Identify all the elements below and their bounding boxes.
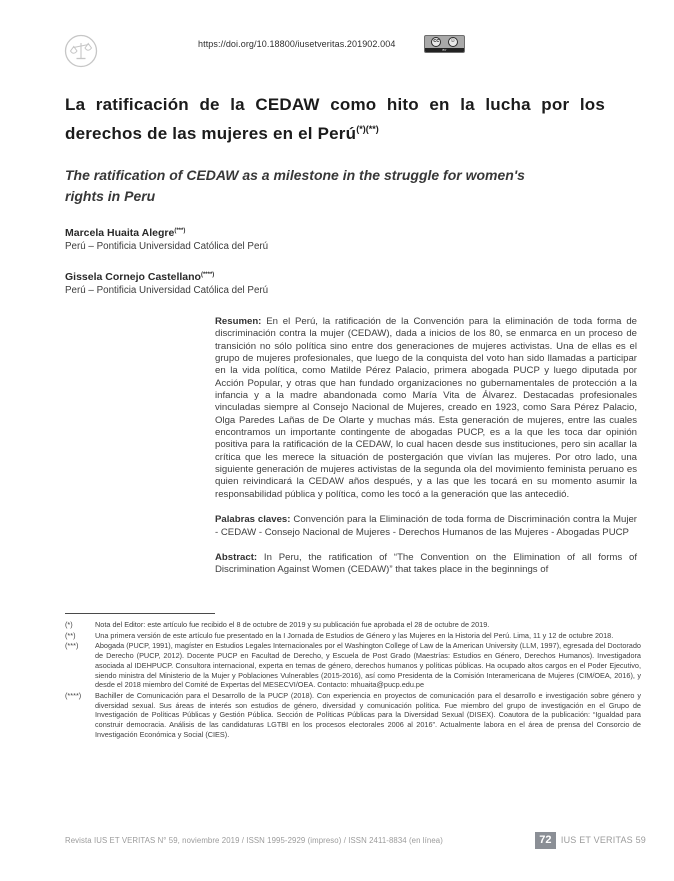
footnote-1-text: Nota del Editor: este artículo fue recibido el 8 de octubre de 2019 y su publicación fue aprobada el 28 de octubre de 2019. [95,620,490,629]
cc-license-badge[interactable] [424,35,465,53]
abstract-label: Abstract: [215,551,258,563]
footer-right-group [535,832,646,849]
resumen-paragraph [215,316,637,501]
abstract-text: In Peru, the ratification of “The Convention on the Elimination of all forms of Discrimination Against Women (CEDAW)” that takes place in the beginnings of [215,551,637,576]
cc-icon: cc [431,37,441,47]
footnote-2 [65,631,641,641]
footnote-4-text: Bachiller de Comunicación para el Desarrollo de la PUCP (2018). Con experiencia en proyectos de comunicación para el desarrollo e investigación sobre género y diversidad sexual. Sus áreas de interés son estudios de género, diversidad y comunicación política. Fue miembro del grupo de investigación en el Grupo de Investigación de Políticas Públicas y Gestión Pública. Sección de Políticas Públicas para la Diversidad Sexual (DISEX). Coautora de la publicación: “Igualdad para construir democracia. Análisis de las candidaturas LGTBI en los procesos electorales 2006 al 2016”. Actualmente labora en el área de prensa del Consorcio de Investigación Económica y Social (CIES). [95,690,641,739]
abstract-paragraph [215,552,637,577]
footnote-1-marker: (*) [65,620,73,629]
cc-by-person-icon: ☺ [448,37,458,47]
footnote-2-text: Una primera versión de este artículo fue presentado en la I Jornada de Estudios de Género y las Mujeres en la Historia del Perú. Lima, 11 y 12 de octubre 2018. [95,630,614,640]
footnotes-block [65,620,641,740]
author-1-footnote-marker: (***) [174,228,186,234]
cc-by-strip: BY [425,48,464,52]
abstract-column [215,316,637,590]
footnote-4 [65,691,641,740]
title-footnote-markers: (*)(**) [356,124,379,134]
article-title-es [65,93,605,146]
scales-of-justice-icon [64,34,98,68]
cc-license-icons [425,36,464,48]
footnote-2-marker: (**) [65,630,76,640]
keywords-paragraph [215,514,637,539]
journal-logo [64,34,98,73]
author-1-affiliation: Perú – Pontificia Universidad Católica del Perú [65,241,269,252]
keywords-text: Convención para la Eliminación de toda forma de Discriminación contra la Mujer - CEDAW - Consejo Nacional de Mujeres - Derechos Humanos de las Mujeres - Abogadas PUCP [215,514,637,538]
authors-block [65,224,268,312]
footnote-3-marker: (***) [65,641,79,651]
author-2-affiliation: Perú – Pontificia Universidad Católica del Perú [65,285,269,296]
author-1-name-text: Marcela Huaita Alegre [65,227,175,239]
page-footer [65,830,646,850]
footer-journal-name: IUS ET VERITAS 59 [560,835,646,845]
article-title-es-text: La ratificación de la CEDAW como hito en la lucha por los derechos de las mujeres en el Perú [65,95,605,143]
author-2-footnote-marker: (****) [200,272,215,278]
footnote-3-text: Abogada (PUCP, 1991), magíster en Estudios Legales Internacionales por el Washington College of Law de la American University (LLM, 1997), egresada del Doctorado de Derecho (PUCP, 2012). Docente PUCP en Facultad de Derecho, y Escuela de Post Grado (Maestrías: Estudios en Género, Derechos Humanos). Investigadora asociada al IDEHPUCP. Consultora internacional, experta en temas de género, derechos humanos y políticas públicas. Ha ocupado altos cargos en el Poder Ejecutivo, siendo ministra del Ministerio de la Mujer y Poblaciones Vulnerables (2015-2016), así como Presidenta de la Comisión Interamericana de Mujeres (CIM/OEA, 2016), y desde el 2018 miembro del Comité de Expertas del MESECVI/OEA. Contacto: mhuaita@pucp.edu.pe [95,641,641,690]
footnote-separator-rule [65,613,215,614]
footnote-3 [65,641,641,690]
doi-link[interactable]: https://doi.org/10.18800/iusetveritas.201902.004 [198,39,396,49]
author-1-name [65,224,268,240]
article-title-en: The ratification of CEDAW as a milestone in the struggle for women's rights in Peru [65,167,525,204]
resumen-label: Resumen: [215,316,262,327]
author-1 [65,224,268,253]
page-number-badge: 72 [535,832,556,849]
author-2-name-text: Gissela Cornejo Castellano [65,271,201,283]
resumen-text: En el Perú, la ratificación de la Convención para la eliminación de toda forma de discriminación contra la mujer (CEDAW), dada a inicios de los 80, se enmarca en un proceso de transición no sólo política sino entre dos generaciones de mujeres activistas. Una de ellas es el grupo de mujeres profesionales, que luego de la conquista del voto han sido llamadas a participar en la vida política, como Matilde Pérez Palacio, primera abogada PUCP y luego diputada por Acción Popular, y otras que han fundado organizaciones no gubernamentales de protección a la infancia y a la madre abandonada como María Vita de Álvarez. Destacadas profesionales vinculadas siempre al Consejo Nacional de Mujeres, creado en 1923, como Sara Pérez Palacio, Olga Paredes Lañas de De Olarte y muchas más. Esta generación de mujeres, entre las cuales encontramos un importante contingente de abogadas PUCP, es a la que les toca dar opinión positiva para la ratificación de la CEDAW, lo cual hacen desde sus instituciones, pero sin acallar la crítica que les merece la situación de postergación que vivían las mujeres. Por otro lado, una siguiente generación de mujeres activistas de la segunda ola del movimiento feminista peruano es quien reivindicará la CEDAW años después, y a las que les tocará en su momento asumir la responsabilidad pública y política, como les tocó a la generación que las antecedió. [215,316,637,500]
author-2 [65,268,268,297]
keywords-label: Palabras claves: [215,514,291,526]
footnote-4-marker: (****) [65,690,82,700]
footer-journal-line: Revista IUS ET VERITAS N° 59, noviembre 2019 / ISSN 1995-2929 (impreso) / ISSN 2411-8834 (en línea) [65,835,443,845]
author-2-name [65,268,268,284]
footnote-1 [65,620,641,630]
